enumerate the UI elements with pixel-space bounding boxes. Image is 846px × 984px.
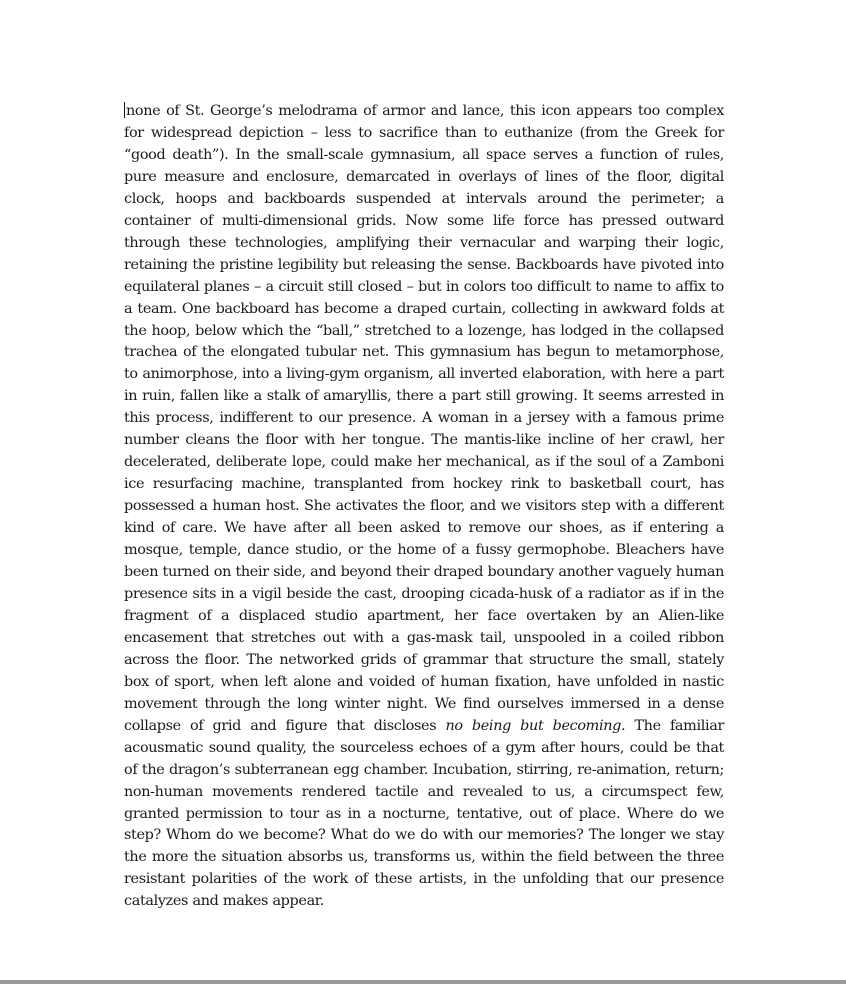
paragraph-text-start: none of St. George’s melodrama of armor and lance, this icon appears too complex for widespread depiction – less to sacrifice than to euthanize (from the Greek for “good death”). In the small-scale gymnasium, all space serves a function of rules, pure measure and enclosure, demarcated in overlays of lines of the floor, digital clock, hoops and backboards suspended at intervals around the perimeter; a container of multi-dimensional grids. Now some life force has pressed outward through these technologies, amplifying their vernacular and warping their logic, retaining the pristine legibility but releasing the sense. Backboards have pivoted into equilateral planes – a circuit still closed – but in colors too difficult to name to affix to a team. One backboard has become a draped curtain, collecting in awkward folds at the hoop, below which the “ball,” stretched to a lozenge, has lodged in the collapsed trachea of the elongated tubular net. This gymnasium has begun to metamorphose, to animorphose, into a living-gym organism, all inverted elaboration, with here a part in ruin, fallen like a stalk of amaryllis, there a part still growing. It seems arrested in this process, indifferent to our presence. A woman in a jersey with a famous prime number cleans the floor with her tongue. The mantis-like incline of her crawl, her decelerated, deliberate lope, could make her mechanical, as if the soul of a Zamboni ice resurfacing machine, transplanted from hockey rink to basketball court, has possessed a human host. She activates the floor, and we visitors step with a different kind of care. We have after all been asked to remove our shoes, as if entering a mosque, temple, dance studio, or the home of a fussy germophobe. Bleachers have been turned on their side, and beyond their draped boundary another vaguely human presence sits in a vigil beside the cast, drooping cicada-husk of a radiator as if in the fragment of a displaced studio apartment, her face overtaken by an Alien-like encasement that stretches out with a gas-mask tail, unspooled in a coiled ribbon across the floor. The networked grids of grammar that structure the small, stately box of sport, when left alone and voided of human fixation, have unfolded in nastic movement through the long winter night. We find ourselves immersed in a dense collapse of grid and figure that discloses (124, 103, 725, 734)
italic-phrase: no being but becoming (445, 717, 621, 734)
paragraph-text-end: . The familiar acousmatic sound quality, the sourceless echoes of a gym after hours, could be that of the dragon’s subterranean egg chamber. Incubation, stirring, re-animation, return; non-human movements rendered tactile and revealed to us, a circumspect few, granted permission to tour as in a nocturne, tentative, out of place. Where do we step? Whom do we become? What do we do with our memories? The longer we stay the more the situation absorbs us, transforms us, within the field between the three resistant polarities of the work of these artists, in the unfolding that our presence catalyzes and makes appear. (124, 717, 724, 910)
page-bottom-border (0, 980, 846, 984)
text-cursor (124, 102, 125, 118)
body-paragraph[interactable] (124, 101, 724, 913)
